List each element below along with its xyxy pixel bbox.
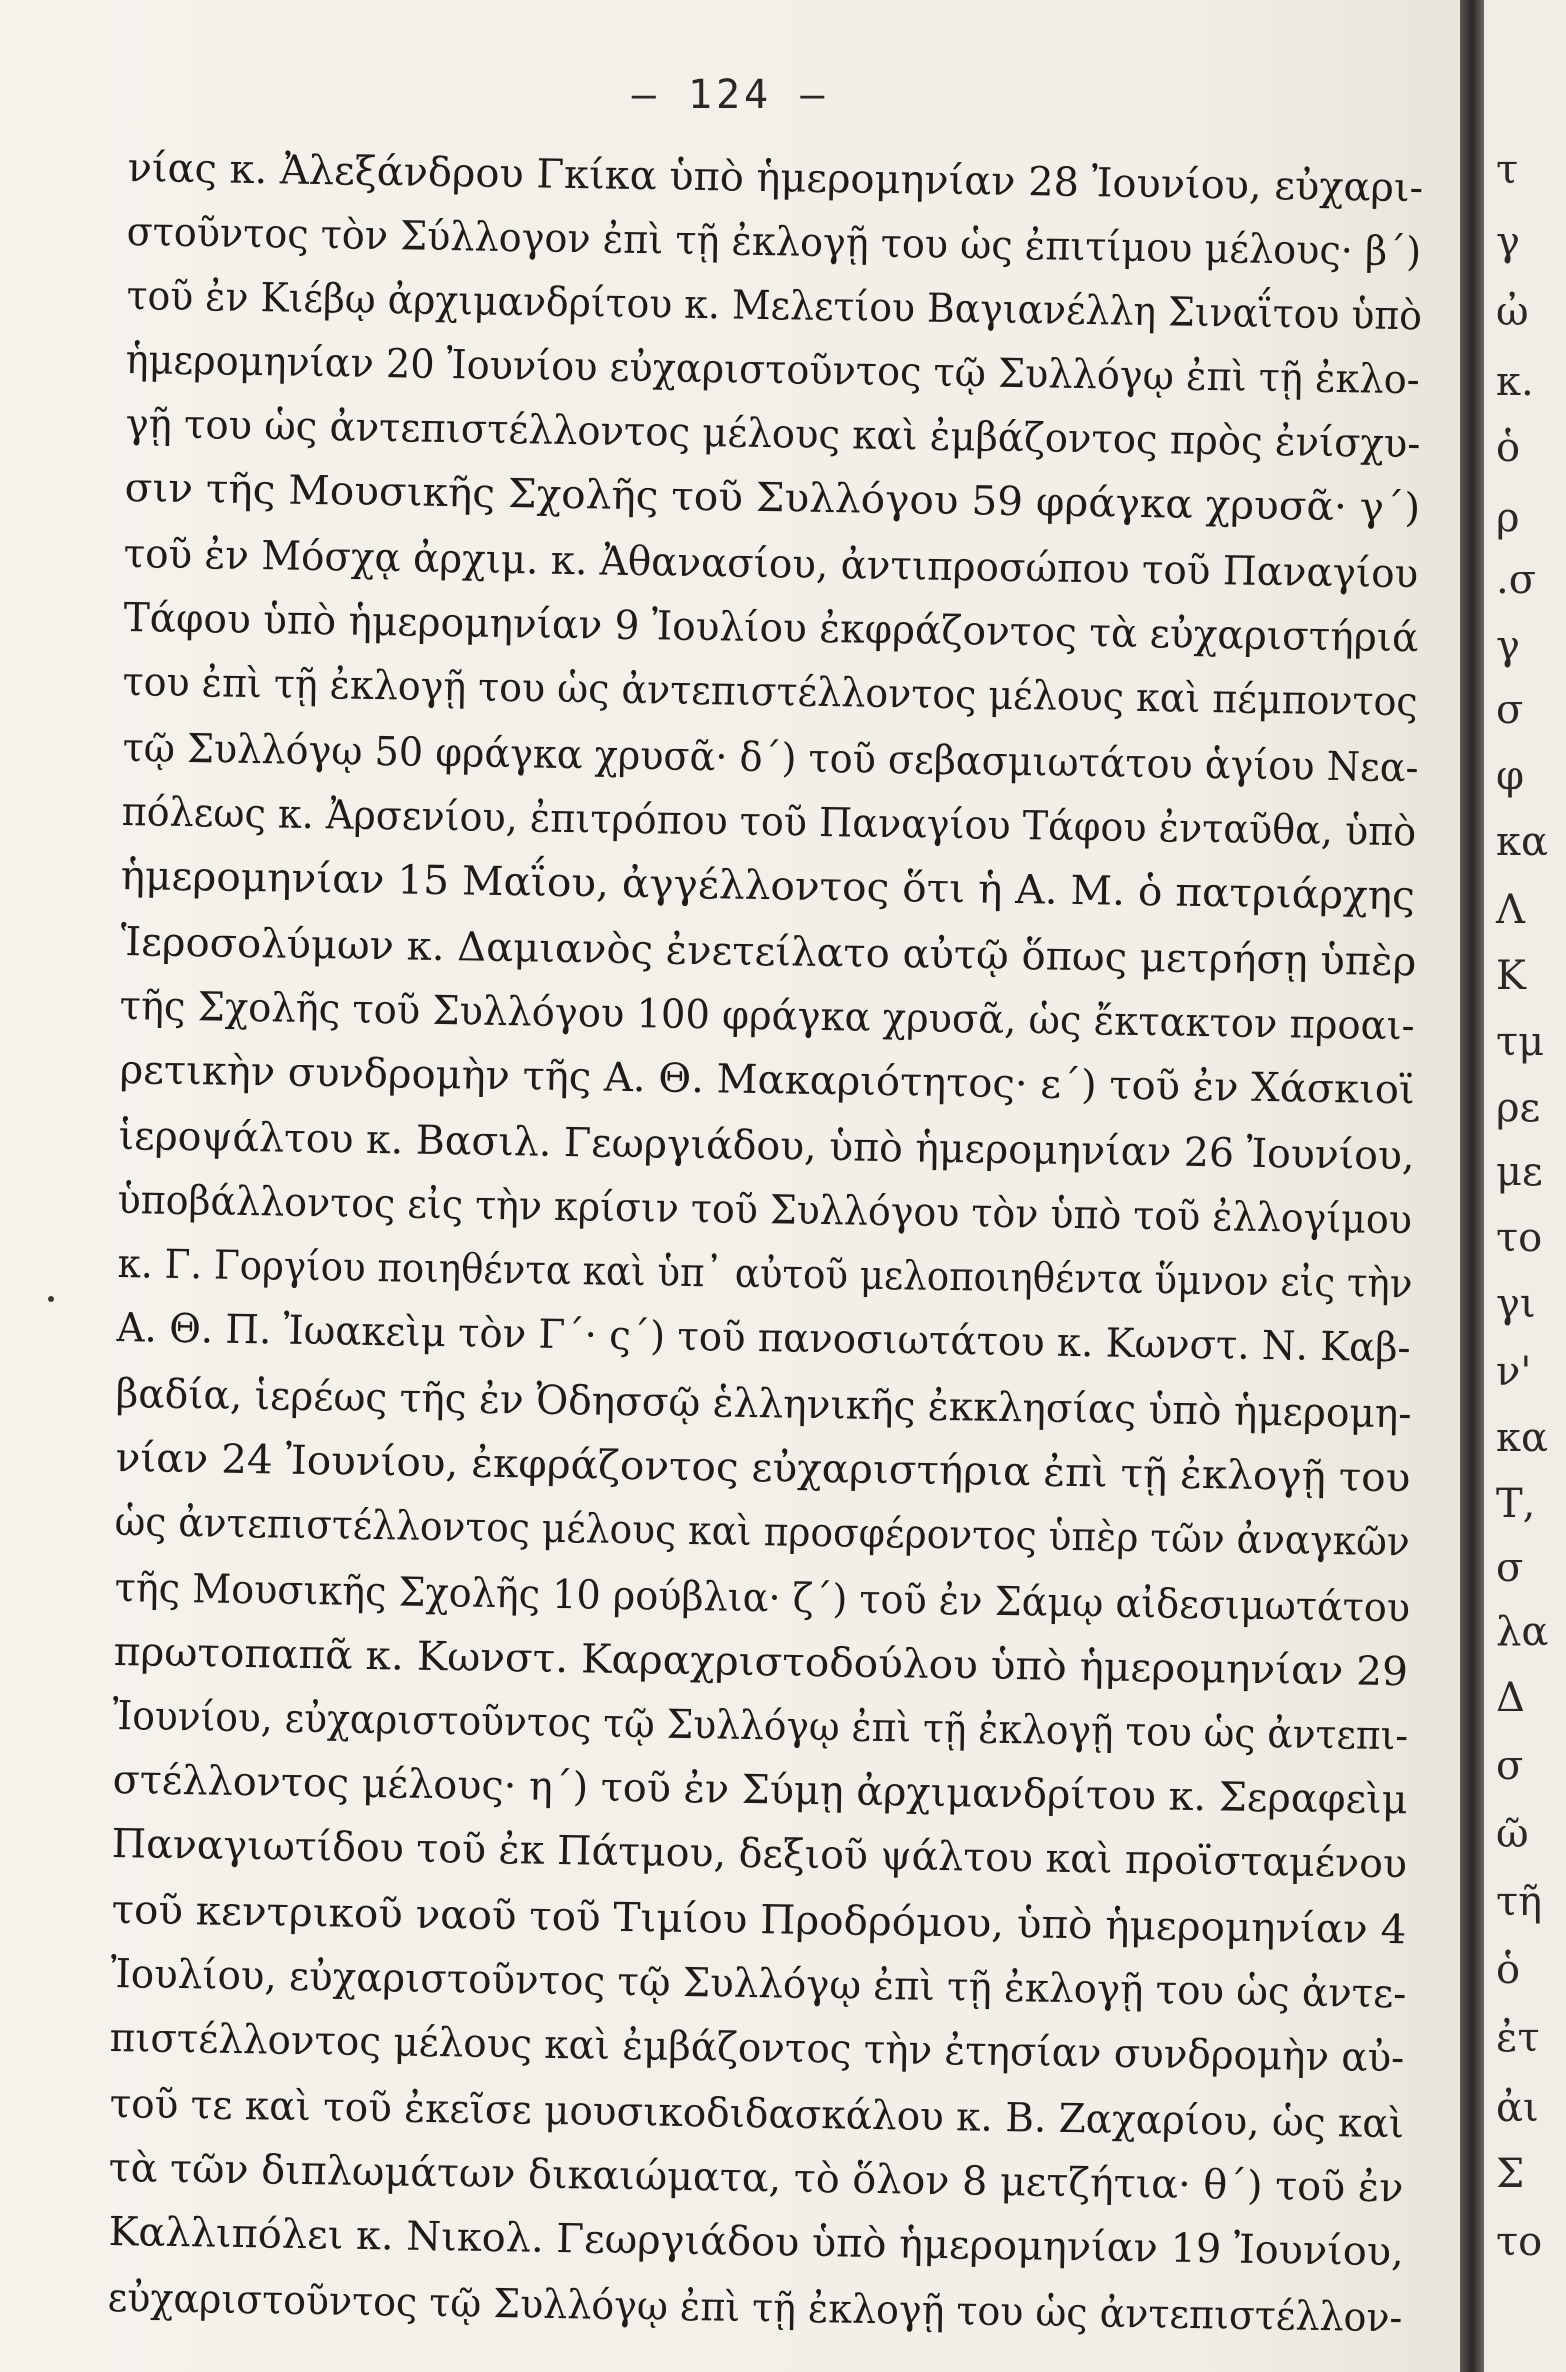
text-line: Παναγιωτίδου τοῦ ἐκ Πάτμου, δεξιοῦ ψάλτου καὶ προϊσταμένου	[111, 1821, 1408, 1888]
text-line: τῆς Σχολῆς τοῦ Συλλόγου 100 φράγκα χρυσᾶ, ὡς ἔκτακτον προαι-	[119, 983, 1415, 1050]
facing-page-fragment: φ	[1496, 753, 1525, 799]
text-line: του ἐπὶ τῇ ἐκλογῇ του ὡς ἀντεπιστέλλοντος μέλους καὶ πέμποντος	[122, 659, 1419, 726]
facing-page-fragment: ν'	[1496, 1349, 1532, 1395]
text-line: ἱεροψάλτου κ. Βασιλ. Γεωργιάδου, ὑπὸ ἡμερομηνίαν 26 Ἰουνίου,	[118, 1113, 1415, 1180]
text-line: βαδία, ἱερέως τῆς ἐν Ὀδησσῷ ἑλληνικῆς ἐκκλησίας ὑπὸ ἡμερομη-	[115, 1371, 1412, 1438]
facing-page-fragment: σ	[1496, 1743, 1524, 1789]
text-line: στέλλοντος μέλους· η΄) τοῦ ἐν Σύμῃ ἀρχιμανδρίτου κ. Σεραφεὶμ	[112, 1757, 1408, 1824]
text-line: τὰ τῶν διπλωμάτων δικαιώματα, τὸ ὅλον 8 μετζήτια· θ΄) τοῦ ἐν	[108, 2145, 1404, 2212]
text-line: Α. Θ. Π. Ἰωακεὶμ τὸν Γ΄· ς΄) τοῦ πανοσιωτάτου κ. Κωνστ. Ν. Καβ-	[116, 1305, 1411, 1372]
text-line: τοῦ ἐν Μόσχᾳ ἀρχιμ. κ. Ἀθανασίου, ἀντιπροσώπου τοῦ Παναγίου	[123, 531, 1419, 598]
page-number: — 124 —	[631, 72, 829, 118]
facing-page-fragment: σ	[1496, 687, 1524, 733]
text-line: πόλεως κ. Ἀρσενίου, ἐπιτρόπου τοῦ Παναγίου Τάφου ἐνταῦθα, ὑπὸ	[121, 789, 1417, 856]
text-line: τῷ Συλλόγῳ 50 φράγκα χρυσᾶ· δ΄) τοῦ σεβασμιωτάτου ἁγίου Νεα-	[122, 725, 1419, 792]
facing-page-fragment: ἀι	[1496, 2085, 1539, 2131]
facing-page-fragment: ρ	[1496, 495, 1520, 541]
text-line: κ. Γ. Γοργίου ποιηθέντα καὶ ὑπ᾿ αὐτοῦ μελοποιηθέντα ὕμνον εἰς τὴν	[117, 1241, 1413, 1308]
facing-page-fragment: Κ	[1496, 953, 1526, 999]
facing-page-fragment: το	[1496, 1215, 1543, 1261]
facing-page-fragment: ἐτ	[1496, 2015, 1540, 2061]
facing-page-fragment: τ	[1496, 147, 1519, 193]
text-line: Ἱεροσολύμων κ. Δαμιανὸς ἐνετείλατο αὐτῷ ὅπως μετρήσῃ ὑπὲρ	[120, 919, 1417, 986]
facing-page-fragment: γ	[1496, 623, 1520, 669]
text-line: στοῦντος τὸν Σύλλογον ἐπὶ τῇ ἐκλογῇ του ὡς ἐπιτίμου μέλους· β΄)	[126, 209, 1422, 276]
facing-page-fragment: ῶ	[1496, 1811, 1529, 1857]
facing-page-edge	[1484, 0, 1566, 2372]
text-line: σιν τῆς Μουσικῆς Σχολῆς τοῦ Συλλόγου 59 φράγκα χρυσᾶ· γ΄)	[124, 465, 1421, 532]
facing-page-fragment: τῆ	[1496, 1879, 1543, 1925]
ink-dot	[48, 1296, 54, 1302]
facing-page-fragment: κα	[1496, 1415, 1549, 1461]
text-line: τῆς Μουσικῆς Σχολῆς 10 ρούβλια· ζ΄) τοῦ ἐν Σάμῳ αἰδεσιμωτάτου	[114, 1565, 1411, 1632]
facing-page-fragment: γι	[1496, 1281, 1536, 1327]
text-line: Ἰουνίου, εὐχαριστοῦντος τῷ Συλλόγῳ ἐπὶ τῇ ἐκλογῇ του ὡς ἀντεπι-	[112, 1693, 1409, 1760]
facing-page-fragment: Σ	[1496, 2151, 1525, 2197]
text-line: τοῦ ἐν Κιέβῳ ἀρχιμανδρίτου κ. Μελετίου Βαγιανέλλη Σιναΐτου ὑπὸ	[126, 273, 1423, 340]
facing-page-fragment: σ	[1496, 1545, 1524, 1591]
facing-page-fragment: Τ,	[1496, 1481, 1536, 1527]
facing-page-fragment: ρε	[1496, 1085, 1541, 1131]
text-line: τοῦ τε καὶ τοῦ ἐκεῖσε μουσικοδιδασκάλου κ. Β. Ζαχαρίου, ὡς καὶ	[109, 2081, 1405, 2148]
text-line: ἡμερομηνίαν 20 Ἰουνίου εὐχαριστοῦντος τῷ Συλλόγῳ ἐπὶ τῇ ἐκλο-	[125, 337, 1420, 404]
text-line: ὡς ἀντεπιστέλλοντος μέλους καὶ προσφέροντος ὑπὲρ τῶν ἀναγκῶν	[114, 1499, 1411, 1566]
facing-page-fragment: ὠ	[1496, 289, 1529, 335]
text-line: ρετικὴν συνδρομὴν τῆς Α. Θ. Μακαριότητος· ε΄) τοῦ ἐν Χάσκιοϊ	[119, 1047, 1416, 1114]
text-line: πρωτοπαπᾶ κ. Κωνστ. Καραχριστοδούλου ὑπὸ ἡμερομηνίαν 29	[113, 1629, 1409, 1696]
text-line: ἡμερομηνίαν 15 Μαΐου, ἀγγέλλοντος ὅτι ἡ Α. Μ. ὁ πατριάρχης	[120, 853, 1416, 920]
facing-page-fragment: κα	[1496, 819, 1549, 865]
facing-page-fragment: τμ	[1496, 1019, 1545, 1065]
facing-page-fragment: με	[1496, 1149, 1543, 1195]
text-line: γῇ του ὡς ἀντεπιστέλλοντος μέλους καὶ ἐμβάζοντος πρὸς ἐνίσχυ-	[125, 401, 1421, 468]
text-line: Τάφου ὑπὸ ἡμερομηνίαν 9 Ἰουλίου ἐκφράζοντος τὰ εὐχαριστήριά	[123, 595, 1419, 662]
facing-page-fragment: λα	[1496, 1609, 1549, 1655]
facing-page-fragment: ὁ	[1496, 425, 1521, 471]
text-line: εὐχαριστοῦντος τῷ Συλλόγῳ ἐπὶ τῇ ἐκλογῇ του ὡς ἀντεπιστέλλον-	[107, 2275, 1403, 2342]
text-line: τοῦ κεντρικοῦ ναοῦ τοῦ Τιμίου Προδρόμου, ὑπὸ ἡμερομηνίαν 4	[111, 1887, 1407, 1954]
facing-page-fragment: Λ	[1496, 887, 1525, 933]
facing-page-fragment: Δ	[1496, 1675, 1525, 1721]
facing-page-fragment: .σ	[1496, 557, 1537, 603]
text-line: ὑποβάλλοντος εἰς τὴν κρίσιν τοῦ Συλλόγου τὸν ὑπὸ τοῦ ἐλλογίμου	[117, 1177, 1413, 1244]
text-line: νίαν 24 Ἰουνίου, ἐκφράζοντος εὐχαριστήρια ἐπὶ τῇ ἐκλογῇ του	[115, 1435, 1411, 1502]
facing-page-fragment: κ.	[1496, 359, 1534, 405]
text-line: Καλλιπόλει κ. Νικολ. Γεωργιάδου ὑπὸ ἡμερομηνίαν 19 Ἰουνίου,	[108, 2209, 1405, 2276]
text-line: πιστέλλοντος μέλους καὶ ἐμβάζοντος τὴν ἐτησίαν συνδρομὴν αὐ-	[109, 2015, 1405, 2082]
text-line: νίας κ. Ἀλεξάνδρου Γκίκα ὑπὸ ἡμερομηνίαν 28 Ἰουνίου, εὐχαρι-	[127, 145, 1424, 212]
facing-page-fragment: ὁ	[1496, 1947, 1521, 1993]
facing-page-fragment: γ	[1496, 219, 1520, 265]
book-gutter	[1460, 0, 1484, 2372]
text-line: Ἰουλίου, εὐχαριστοῦντος τῷ Συλλόγῳ ἐπὶ τῇ ἐκλογῇ του ὡς ἀντε-	[110, 1951, 1407, 2018]
facing-page-fragment: το	[1496, 2219, 1543, 2265]
